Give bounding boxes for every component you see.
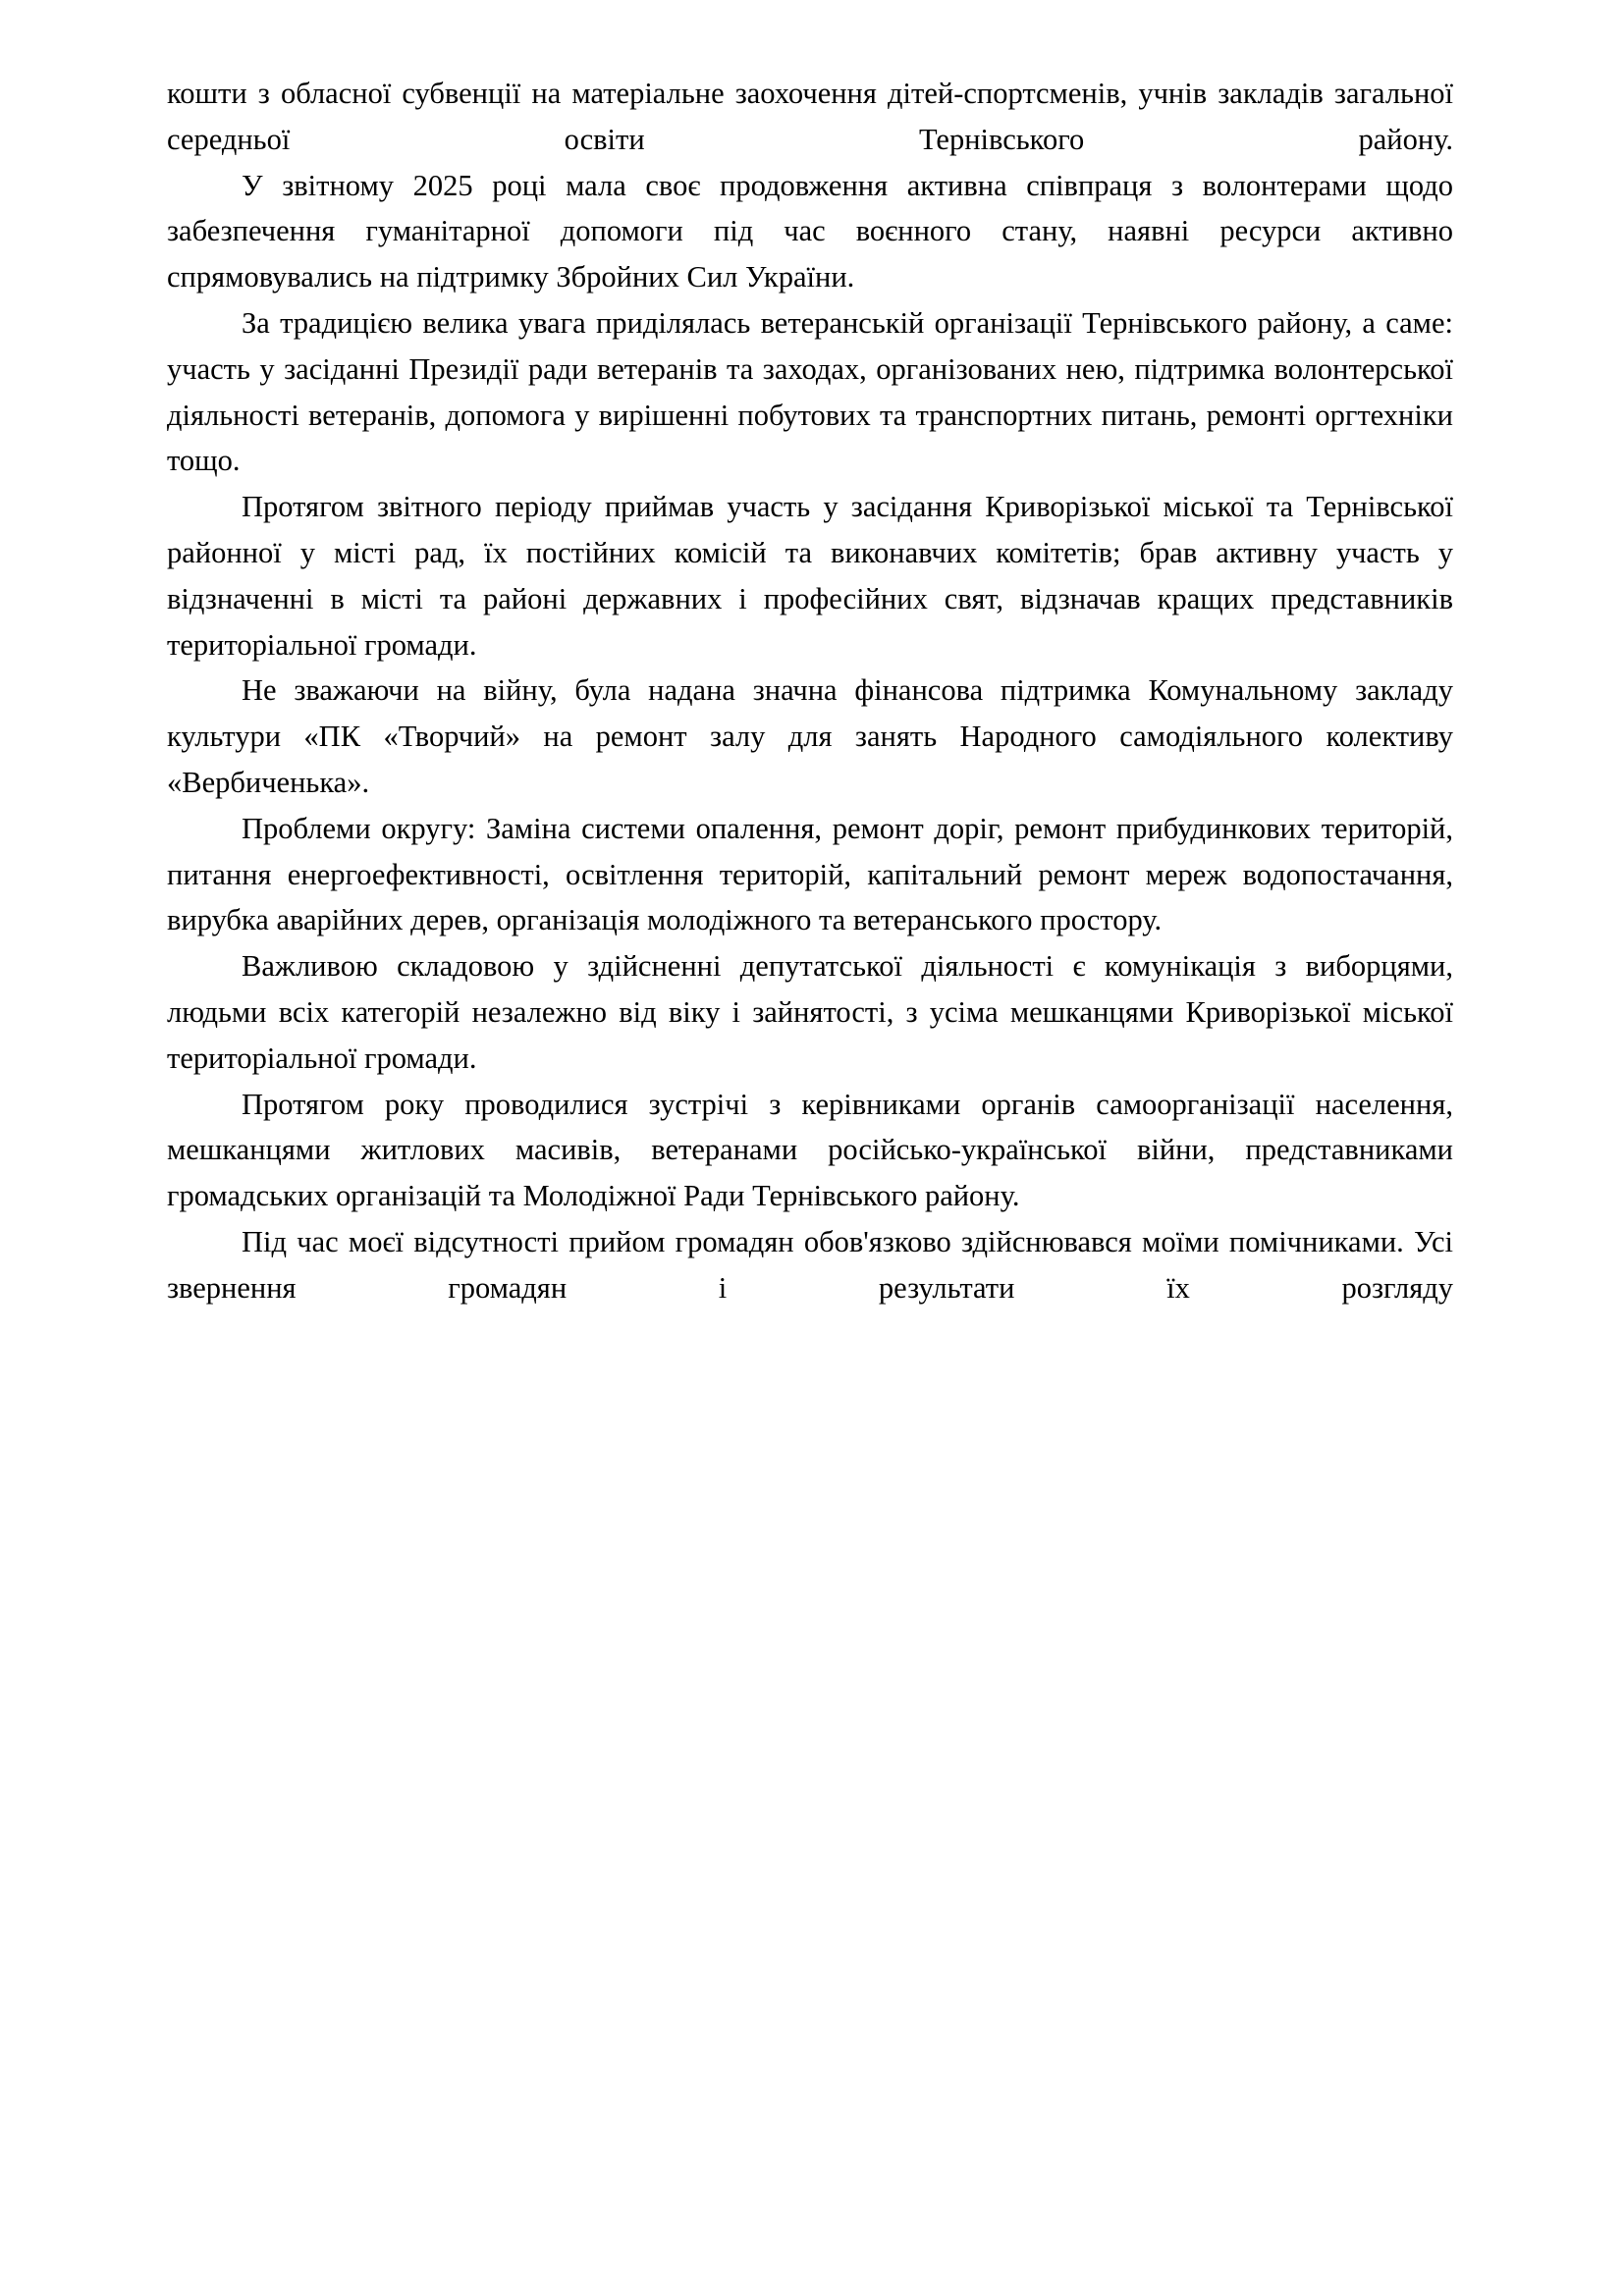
paragraph-veterans-organization: За традицією велика увага приділялась ветеранській організації Тернівського району, а саме: участь у засіданні Президії ради ветеранів та заходах, організованих нею, підтримка волонтерської діяльності ветеранів, допомога у вирішенні побутових та транспортних питань, ремонті оргтехніки тощо. (167, 305, 1453, 478)
paragraph-cultural-support: Не зважаючи на війну, була надана значна фінансова підтримка Комунальному закладу культури «ПК «Творчий» на ремонт залу для занять Народного самодіяльного колективу «Вербиченька». (167, 673, 1453, 799)
paragraph-district-problems: Проблеми округу: Заміна системи опалення, ремонт доріг, ремонт прибудинкових територій, питання енергоефективності, освітлення територій, капітальний ремонт мереж водопостачання, вирубка аварійних дерев, організація молодіжного та ветеранського простору. (167, 811, 1453, 937)
document-body-text (167, 71, 1453, 1311)
paragraph-communication: Важливою складовою у здійсненні депутатської діяльності є комунікація з виборцями, людьми всіх категорій незалежно від віку і зайнятості, з усіма мешканцями Криворізької міської територіальної громади. (167, 949, 1453, 1075)
paragraph-sports-funding: кошти з обласної субвенції на матеріальне заохочення дітей-спортсменів, учнів закладів загальної середньої освіти Тернівського району. (167, 77, 1453, 156)
paragraph-meetings: Протягом року проводилися зустрічі з керівниками органів самоорганізації населення, мешканцями житлових масивів, ветеранами російсько-української війни, представниками громадських організацій та Молодіжної Ради Тернівського району. (167, 1087, 1453, 1213)
paragraph-council-sessions: Протягом звітного періоду приймав участь у засідання Криворізької міської та Тернівської районної у місті рад, їх постійних комісій та виконавчих комітетів; брав активну участь у відзначенні в місті та районі державних і професійних свят, відзначав кращих представників територіальної громади. (167, 490, 1453, 662)
paragraph-citizen-reception: Під час моєї відсутності прийом громадян обов'язково здійснювався моїми помічниками. Усі звернення громадян і результати їх розгляду (167, 1224, 1453, 1305)
paragraph-volunteers: У звітному 2025 році мала своє продовження активна співпраця з волонтерами щодо забезпечення гуманітарної допомоги під час воєнного стану, наявні ресурси активно спрямовувались на підтримку Збройних Сил України. (167, 168, 1453, 294)
